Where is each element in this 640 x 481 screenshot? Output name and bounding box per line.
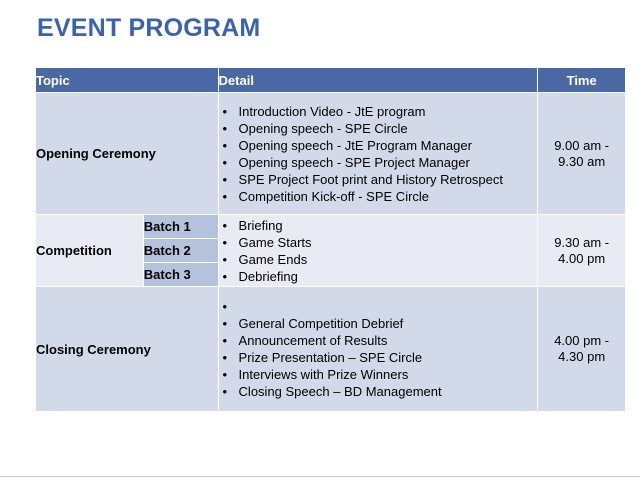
- bullet: •: [222, 350, 228, 365]
- list-item: • Game Starts: [222, 234, 312, 250]
- bullet: •: [222, 234, 228, 250]
- list-item: • Introduction Video - JtE program: [222, 103, 426, 119]
- competition-time: 9.30 am - 4.00 pm: [538, 215, 626, 287]
- opening-row: [36, 93, 626, 215]
- closing-time: 4.00 pm - 4.30 pm: [538, 287, 626, 412]
- list-item: • Interviews with Prize Winners: [222, 367, 409, 382]
- list-item: • Briefing: [222, 217, 283, 233]
- opening-detail: [218, 93, 538, 215]
- list-item: • Closing Speech – BD Management: [222, 384, 442, 399]
- bullet: •: [222, 188, 228, 204]
- list-item: • Prize Presentation – SPE Circle: [222, 350, 423, 365]
- bullet: •: [222, 299, 228, 314]
- list-item: • General Competition Debrief: [222, 316, 404, 331]
- competition-row: [36, 215, 626, 239]
- program-table: [35, 67, 626, 412]
- list-item: [219, 298, 538, 315]
- list-item: • Competition Kick-off - SPE Circle: [222, 188, 430, 204]
- bullet: •: [222, 333, 228, 348]
- bullet: •: [222, 103, 228, 119]
- bullet: •: [222, 384, 228, 399]
- footer-divider: [0, 476, 640, 477]
- page-title: EVENT PROGRAM: [37, 14, 261, 42]
- opening-topic: Opening Ceremony: [36, 93, 219, 215]
- competition-topic: Competition: [36, 215, 144, 287]
- header-row: [36, 68, 626, 93]
- closing-detail: [218, 287, 538, 412]
- header-detail: Detail: [218, 68, 538, 93]
- list-item: • Opening speech - JtE Program Manager: [222, 137, 472, 153]
- bullet: •: [222, 268, 228, 284]
- closing-row: [36, 287, 626, 412]
- header-time: Time: [538, 68, 626, 93]
- batch-2: Batch 2: [143, 239, 218, 263]
- batch-1: Batch 1: [143, 215, 218, 239]
- competition-detail: [218, 215, 538, 287]
- bullet: •: [222, 316, 228, 331]
- bullet: •: [222, 367, 228, 382]
- list-item: • Opening speech - SPE Project Manager: [222, 154, 470, 170]
- batch-3: Batch 3: [143, 263, 218, 287]
- bullet: •: [222, 120, 228, 136]
- list-item: • Game Ends: [222, 251, 308, 267]
- list-item: • Announcement of Results: [222, 333, 388, 348]
- bullet: •: [222, 154, 228, 170]
- bullet: •: [222, 217, 228, 233]
- list-item: • Opening speech - SPE Circle: [222, 120, 408, 136]
- opening-time: 9.00 am - 9.30 am: [538, 93, 626, 215]
- list-item: • Debriefing: [222, 268, 298, 284]
- list-item: • SPE Project Foot print and History Retrospect: [222, 171, 503, 187]
- bullet: •: [222, 171, 228, 187]
- closing-topic: Closing Ceremony: [36, 287, 219, 412]
- bullet: •: [222, 137, 228, 153]
- header-topic: Topic: [36, 68, 219, 93]
- bullet: •: [222, 251, 228, 267]
